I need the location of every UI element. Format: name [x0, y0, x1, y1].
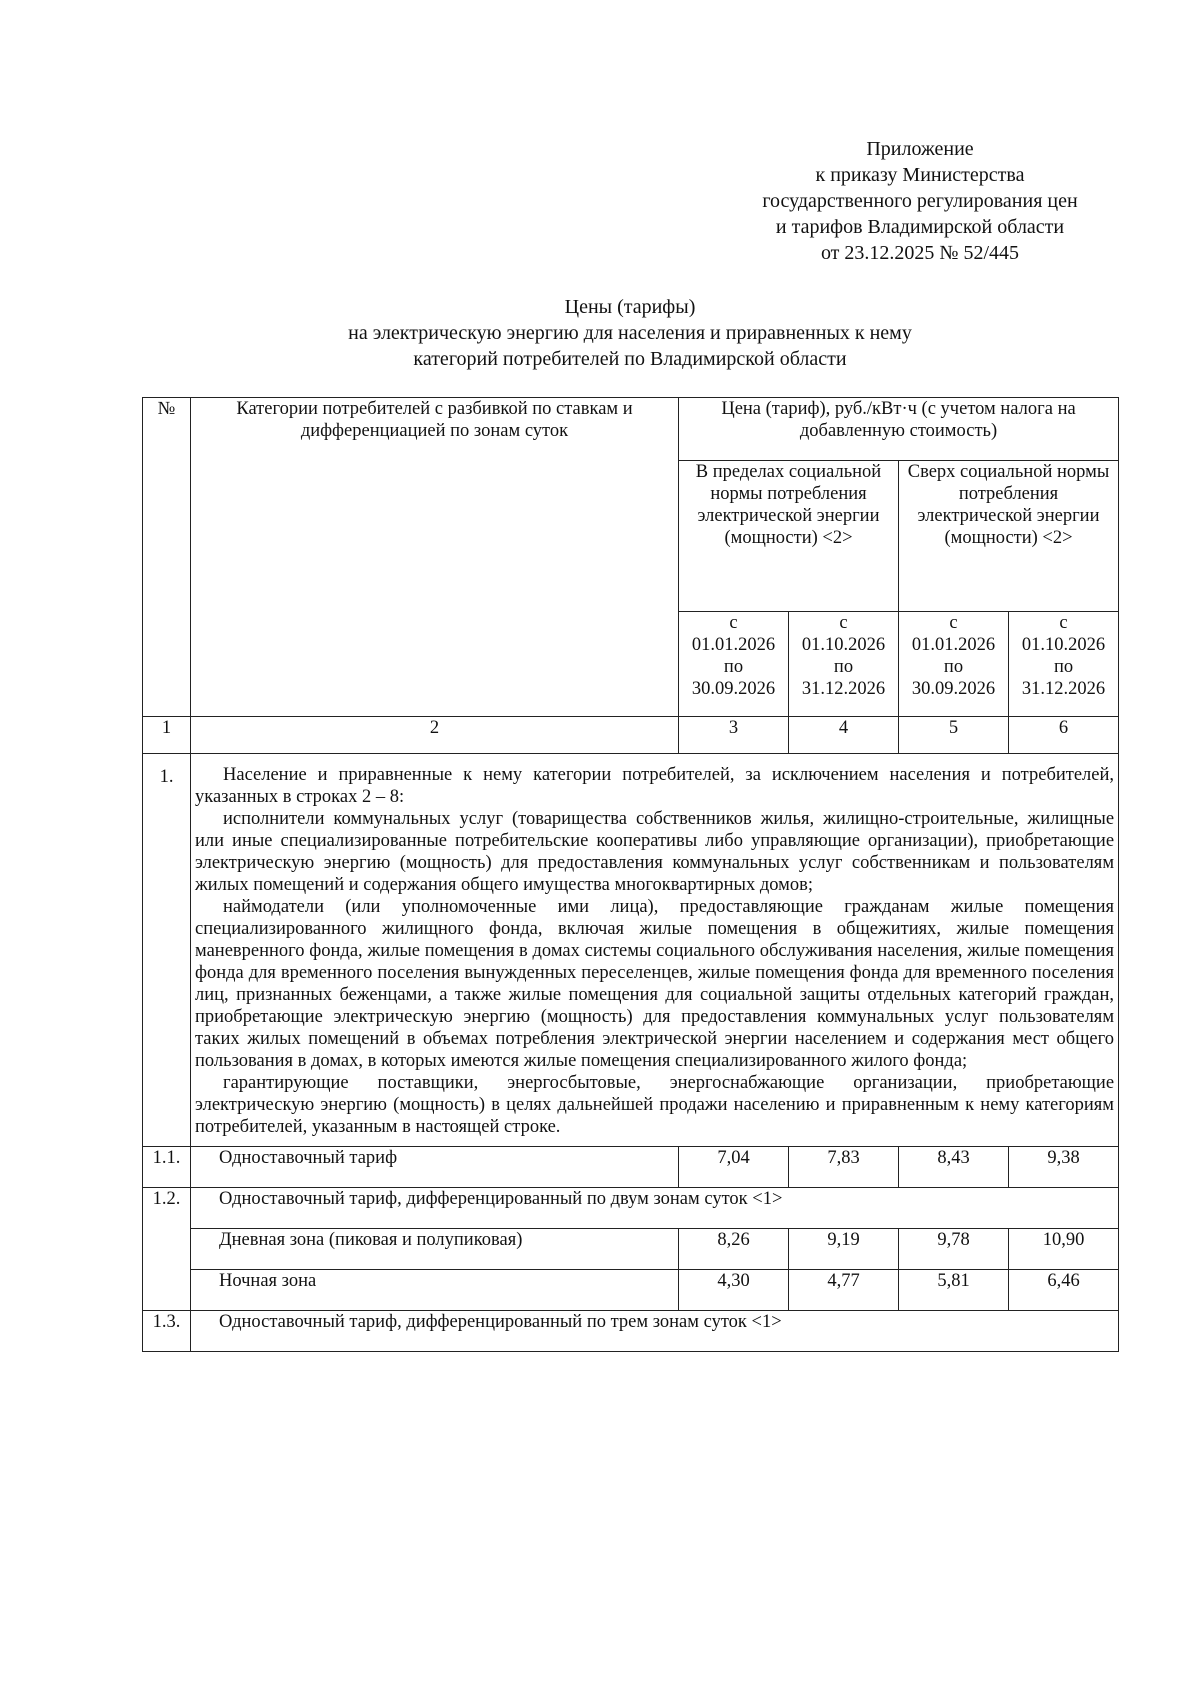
price-cell: 9,78 [899, 1229, 1009, 1270]
header-period: с 01.10.2026 по 31.12.2026 [789, 612, 899, 717]
appendix-line: государственного регулирования цен [762, 190, 1078, 212]
column-number: 1 [143, 717, 191, 754]
header-within-norm: В пределах социальной нормы потребления электрической энергии (мощности) <2> [679, 461, 899, 612]
title-line: на электрическую энергию для населения и приравненных к нему [348, 322, 912, 344]
header-above-norm: Сверх социальной нормы потребления электрической энергии (мощности) <2> [899, 461, 1119, 612]
header-price: Цена (тариф), руб./кВт·ч (с учетом налога на добавленную стоимость) [679, 398, 1119, 461]
price-cell: 9,38 [1009, 1147, 1119, 1188]
price-cell: 8,26 [679, 1229, 789, 1270]
row-number: 1.1. [143, 1147, 191, 1188]
column-number: 6 [1009, 717, 1119, 754]
column-number: 3 [679, 717, 789, 754]
row-label: Одноставочный тариф [191, 1147, 679, 1188]
appendix-line: и тарифов Владимирской области [775, 216, 1065, 238]
price-cell: 4,77 [789, 1270, 899, 1311]
row-number: 1. [143, 754, 191, 1147]
row-number: 1.2. [143, 1188, 191, 1311]
header-period: с 01.10.2026 по 31.12.2026 [1009, 612, 1119, 717]
table-row [143, 754, 1119, 1147]
description-paragraph: гарантирующие поставщики, энергосбытовые, энергоснабжающие организации, приобретающие электрическую энергию (мощность) в целях дальнейшей продажи населению и приравненным к нему категориям потребителей, указанным в настоящей строке. [195, 1073, 1115, 1137]
price-cell: 6,46 [1009, 1270, 1119, 1311]
column-number: 5 [899, 717, 1009, 754]
row-label: Одноставочный тариф, дифференцированный по двум зонам суток <1> [191, 1188, 1119, 1229]
price-cell: 8,43 [899, 1147, 1009, 1188]
column-number: 2 [191, 717, 679, 754]
price-cell: 7,83 [789, 1147, 899, 1188]
description-paragraph: исполнители коммунальных услуг (товарищества собственников жилья, жилищно-строительные, жилищные или иные специализированные потребительские кооперативы либо управляющие организации), приобретающие электрическую энергию (мощность) для предоставления коммунальных услуг собственникам и пользователям жилых помещений и содержания общего имущества многоквартирных домов; [195, 809, 1115, 895]
column-number-row [143, 717, 1119, 754]
price-cell: 4,30 [679, 1270, 789, 1311]
tariff-table [142, 397, 1119, 1352]
row-label: Ночная зона [191, 1270, 679, 1311]
price-cell: 9,19 [789, 1229, 899, 1270]
appendix-line: к приказу Министерства [815, 164, 1025, 186]
table-row [143, 1229, 1119, 1270]
table-row [143, 1188, 1119, 1229]
description-paragraph: Население и приравненные к нему категории потребителей, за исключением населения и потребителей, указанных в строках 2 – 8: [195, 765, 1115, 807]
price-cell: 10,90 [1009, 1229, 1119, 1270]
description-paragraph: наймодатели (или уполномоченные ими лица), предоставляющие гражданам жилые помещения специализированного жилищного фонда, включая жилые помещения в общежитиях, жилые помещения маневренного фонда, жилые помещения в домах системы социального обслуживания населения, жилые помещения фонда для временного поселения вынужденных переселенцев, жилые помещения фонда для временного поселения лиц, признанных беженцами, а также жилые помещения для социальной защиты отдельных категорий граждан, приобретающие электрическую энергию (мощность) для предоставления коммунальных услуг пользователям таких жилых помещений в объемах потребления электрической энергии населением и содержания мест общего пользования в домах, в которых имеются жилые помещения специализированного жилого фонда; [195, 897, 1115, 1071]
row-number: 1.3. [143, 1311, 191, 1352]
price-cell: 5,81 [899, 1270, 1009, 1311]
header-period: с 01.01.2026 по 30.09.2026 [899, 612, 1009, 717]
table-row [143, 1270, 1119, 1311]
appendix-block [700, 136, 1140, 266]
title-line: категорий потребителей по Владимирской области [413, 348, 847, 370]
appendix-line: Приложение [866, 138, 974, 160]
table-row [143, 1147, 1119, 1188]
header-category: Категории потребителей с разбивкой по ставкам и дифференциацией по зонам суток [191, 398, 679, 717]
header-period: с 01.01.2026 по 30.09.2026 [679, 612, 789, 717]
title-line: Цены (тарифы) [564, 296, 696, 318]
header-num: № [143, 398, 191, 717]
row-description [191, 754, 1119, 1147]
appendix-line: от 23.12.2025 № 52/445 [820, 242, 1020, 264]
row-label: Дневная зона (пиковая и полупиковая) [191, 1229, 679, 1270]
price-cell: 7,04 [679, 1147, 789, 1188]
column-number: 4 [789, 717, 899, 754]
row-label: Одноставочный тариф, дифференцированный по трем зонам суток <1> [191, 1311, 1119, 1352]
header-row [143, 398, 1119, 461]
document-title [140, 294, 1120, 372]
table-row [143, 1311, 1119, 1352]
